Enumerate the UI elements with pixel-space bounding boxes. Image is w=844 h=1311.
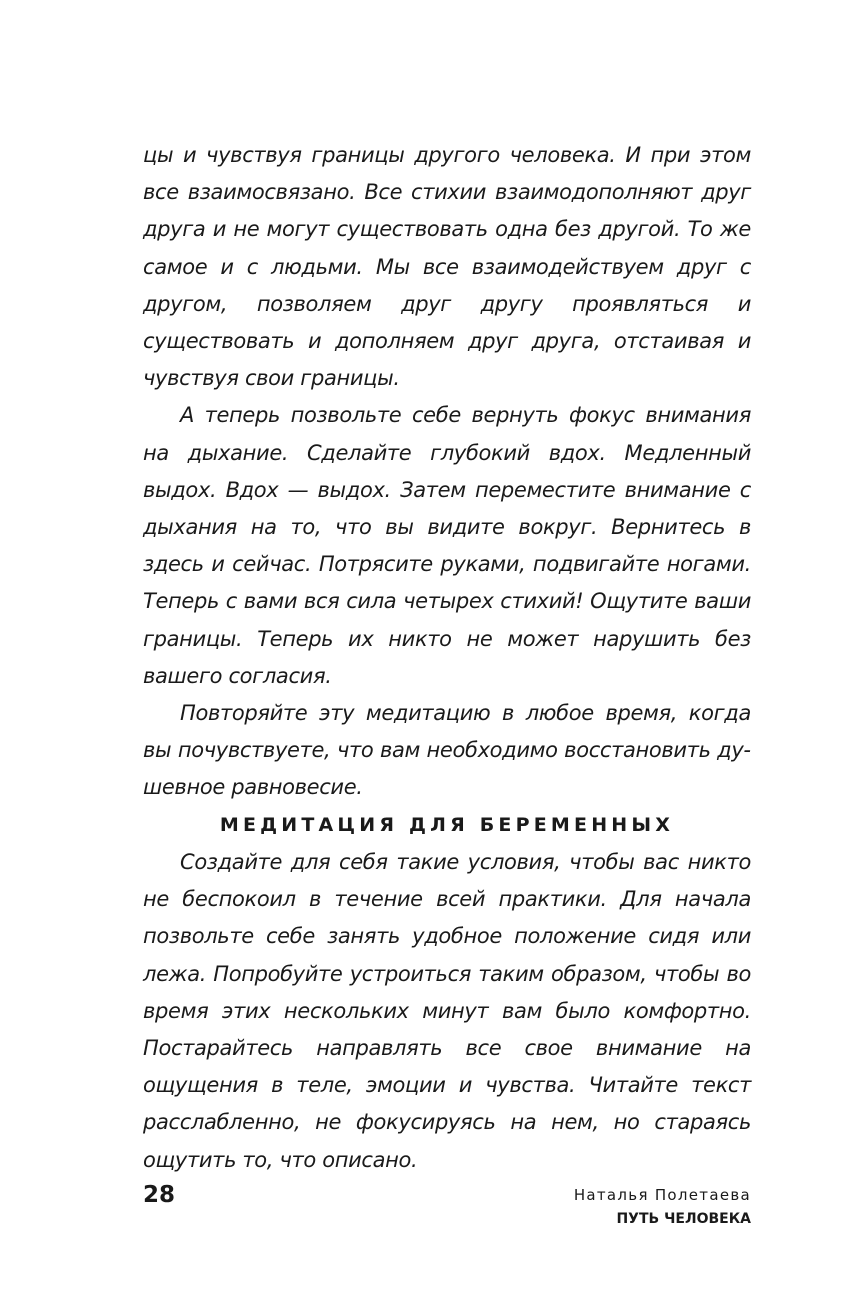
author-name: Наталья Полетаева (573, 1186, 751, 1204)
paragraph-return-focus: А теперь позвольте себе вернуть фокус внимания на дыхание. Сделайте глубокий вдох. Медленный выдох. Вдох — выдох. Затем переместите внимание с дыхания на то, что вы видите вокруг. Вернитесь в здесь и сейчас. Потрясите руками, подвигайте ногами. Теперь с вами вся сила четырех стихий! Ощутите ваши границы. Теперь их никто не может нарушить без вашего согласия. (143, 403, 751, 688)
paragraph-pregnancy-intro: Создайте для себя такие условия, чтобы вас никто не беспокоил в течение всей практики. Для начала позвольте себе занять удобное положение сидя или лежа. Попробуйте устроиться таким образом, чтобы во время этих нескольких минут вам было комфортно. Постарайтесь направлять все свое внимание на ощущения в теле, эмоции и чувства. Читайте текст расслабленно, не фокусируясь на нем, но стараясь ощутить то, что описано. (143, 850, 751, 1172)
body-text (143, 137, 751, 807)
running-footer (574, 1183, 751, 1231)
paragraph-repeat-meditation: Повторяйте эту медитацию в любое время, когда вы почувствуете, что вам необходимо восстановить душевное равновесие. (143, 701, 751, 800)
book-title: ПУТЬ ЧЕЛОВЕКА (616, 1211, 751, 1227)
section-body (143, 844, 751, 1179)
paragraph-continuation: цы и чувствуя границы другого человека. И при этом все взаимосвязано. Все стихии взаимодополняют друг друга и не могут существовать одна без другой. То же самое и с людьми. Мы все взаимодействуем друг с другом, позволяем друг другу проявляться и существовать и дополняем друг друга, отстаивая и чувствуя свои границы. (143, 143, 751, 391)
section-heading: МЕДИТАЦИЯ ДЛЯ БЕРЕМЕННЫХ (219, 814, 675, 836)
page-number: 28 (143, 1182, 176, 1208)
